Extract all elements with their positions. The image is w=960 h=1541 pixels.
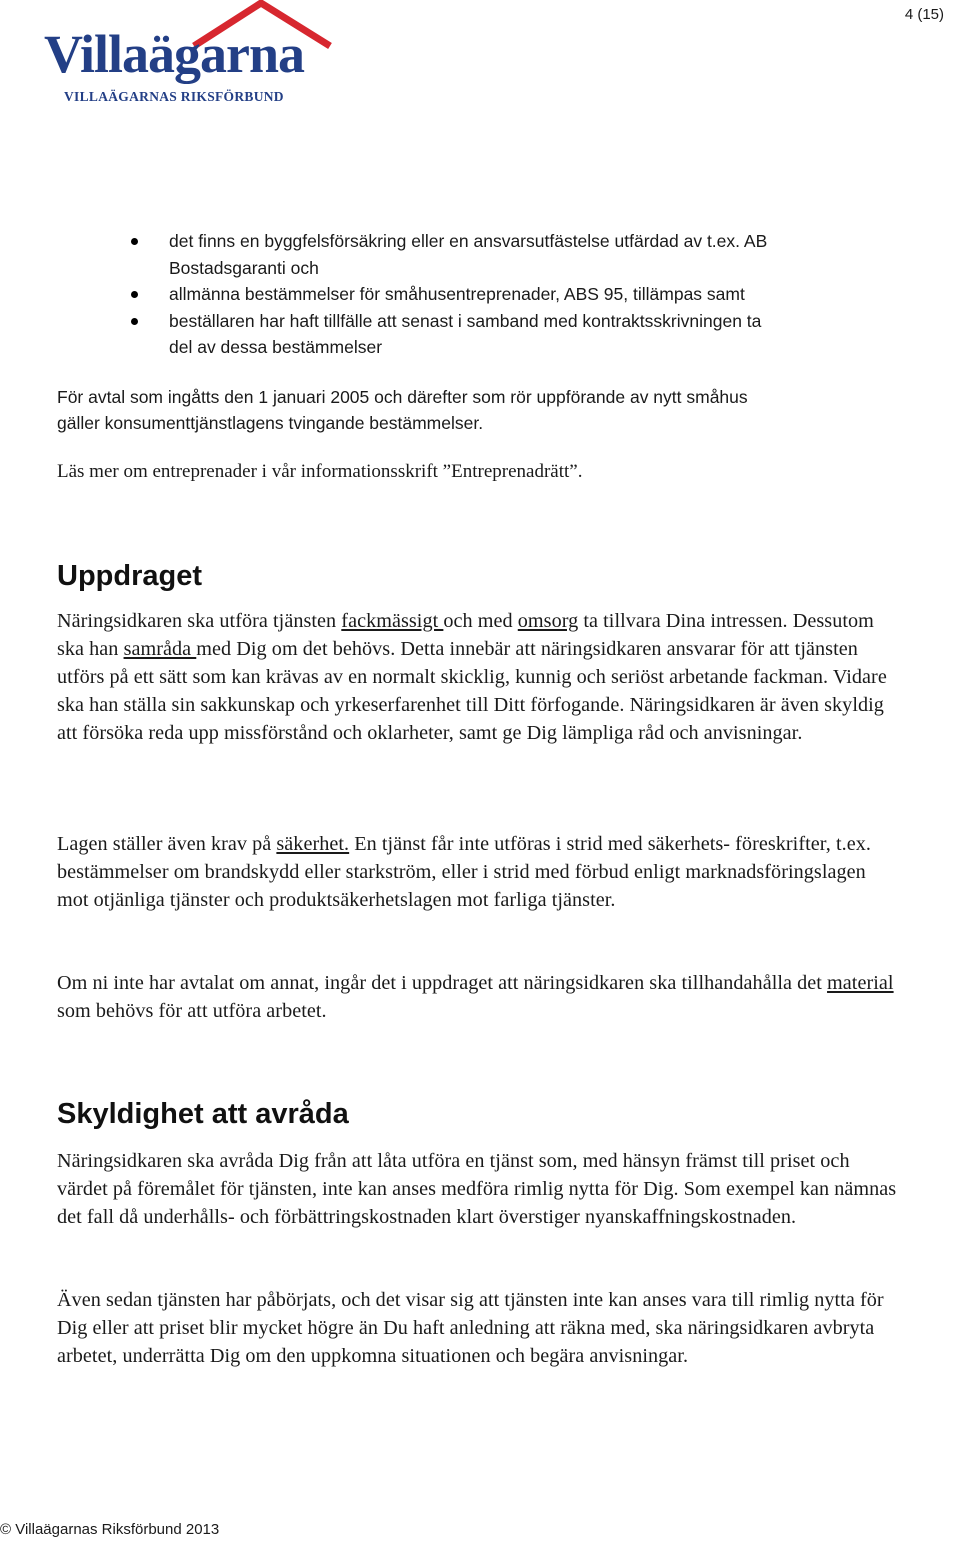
paragraph: Näringsidkaren ska avråda Dig från att låta utföra en tjänst som, med hänsyn främst till priset och värdet på föremålet för tjänsten, inte kan anses medföra rimlig nytta för Dig. Som exempel kan nämnas det fall då underhålls- och förbättringskostnaden klart överstiger nyanskaffningskostnaden. bbox=[57, 1150, 897, 1228]
underlined-term: omsorg bbox=[517, 610, 579, 632]
bullet-list bbox=[0, 228, 900, 361]
underlined-term: material bbox=[827, 972, 894, 994]
section-heading-skyldighet: Skyldighet att avråda bbox=[57, 1098, 349, 1130]
agreement-note-line: För avtal som ingåtts den 1 januari 2005 och därefter som rör uppförande av nytt småhus bbox=[57, 387, 748, 407]
text-run: Näringsidkaren ska utföra tjänsten bbox=[57, 610, 342, 632]
logo-subline: VILLAÄGARNAS RIKSFÖRBUND bbox=[64, 89, 284, 104]
section-heading-uppdraget: Uppdraget bbox=[57, 560, 202, 592]
paragraph bbox=[57, 608, 897, 748]
list-item-line: beställaren har haft tillfälle att senast i samband med kontraktsskrivningen ta bbox=[169, 310, 762, 331]
text-run: Om ni inte har avtalat om annat, ingår det i uppdraget att näringsidkaren ska tillhandahålla det bbox=[57, 972, 828, 994]
text-run: och med bbox=[443, 610, 518, 632]
text-run: med Dig om det behövs. Detta innebär att näringsidkaren ansvarar för att tjänsten utförs på ett sätt som kan krävas av en normalt skicklig, kunnig och seriöst arbetande fackman. Vidare ska han ställa sin sakkunskap och yrkeserfarenhet till Ditt förfogande. Näringsidkaren är även skyldig att försöka reda upp missförstånd och oklarheter, samt ge Dig lämpliga råd och anvisningar. bbox=[57, 637, 887, 744]
text-run: som behövs för att utföra arbetet. bbox=[57, 999, 327, 1022]
list-item-line: del av dessa bestämmelser bbox=[169, 337, 383, 357]
list-item bbox=[0, 308, 900, 361]
paragraph bbox=[57, 831, 897, 915]
underlined-term: fackmässigt bbox=[341, 610, 444, 632]
underlined-term: samråda bbox=[123, 637, 197, 660]
footer-copyright: © Villaägarnas Riksförbund 2013 bbox=[0, 1521, 220, 1538]
bullet-icon bbox=[131, 318, 138, 325]
agreement-note bbox=[57, 384, 900, 436]
agreement-note-line: gäller konsumenttjänstlagens tvingande bestämmelser. bbox=[57, 413, 484, 433]
read-more-text: Läs mer om entreprenader i vår informationsskrift ”Entreprenadrätt”. bbox=[57, 461, 583, 482]
bullet-icon bbox=[131, 291, 138, 298]
paragraph bbox=[57, 970, 897, 1026]
logo-wordmark: Villaägarna bbox=[44, 24, 305, 84]
text-run: En tjänst får inte utföras i strid med säkerhets- föreskrifter, t.ex. bestämmelser om brandskydd eller starkström, eller i strid med förbud enligt marknadsföringslagen mot otjänliga tjänster och produktsäkerhetslagen mot farliga tjänster. bbox=[57, 833, 871, 911]
list-item-line: det finns en byggfelsförsäkring eller en ansvarsutfästelse utfärdad av t.ex. AB bbox=[169, 231, 768, 251]
text-run: ta tillvara Dina intressen. Dessutom ska han bbox=[57, 610, 874, 660]
text-run: Lagen ställer även krav på bbox=[57, 833, 277, 855]
list-item bbox=[0, 228, 900, 281]
paragraph: Även sedan tjänsten har påbörjats, och det visar sig att tjänsten inte kan anses vara till rimlig nytta för Dig eller att priset blir mycket högre än Du haft anledning att räkna med, ska näringsidkaren avbryta arbetet, underrätta Dig om den uppkomna situationen och begära anvisningar. bbox=[57, 1289, 884, 1367]
bullet-icon bbox=[131, 238, 138, 245]
list-item bbox=[0, 281, 900, 308]
page-number: 4 (15) bbox=[904, 6, 944, 23]
list-item-line: allmänna bestämmelser för småhusentreprenader, ABS 95, tillämpas samt bbox=[169, 284, 745, 304]
list-item-line: Bostadsgaranti och bbox=[169, 257, 319, 278]
underlined-term: säkerhet. bbox=[276, 833, 350, 855]
villaagarna-logo bbox=[44, 0, 334, 106]
